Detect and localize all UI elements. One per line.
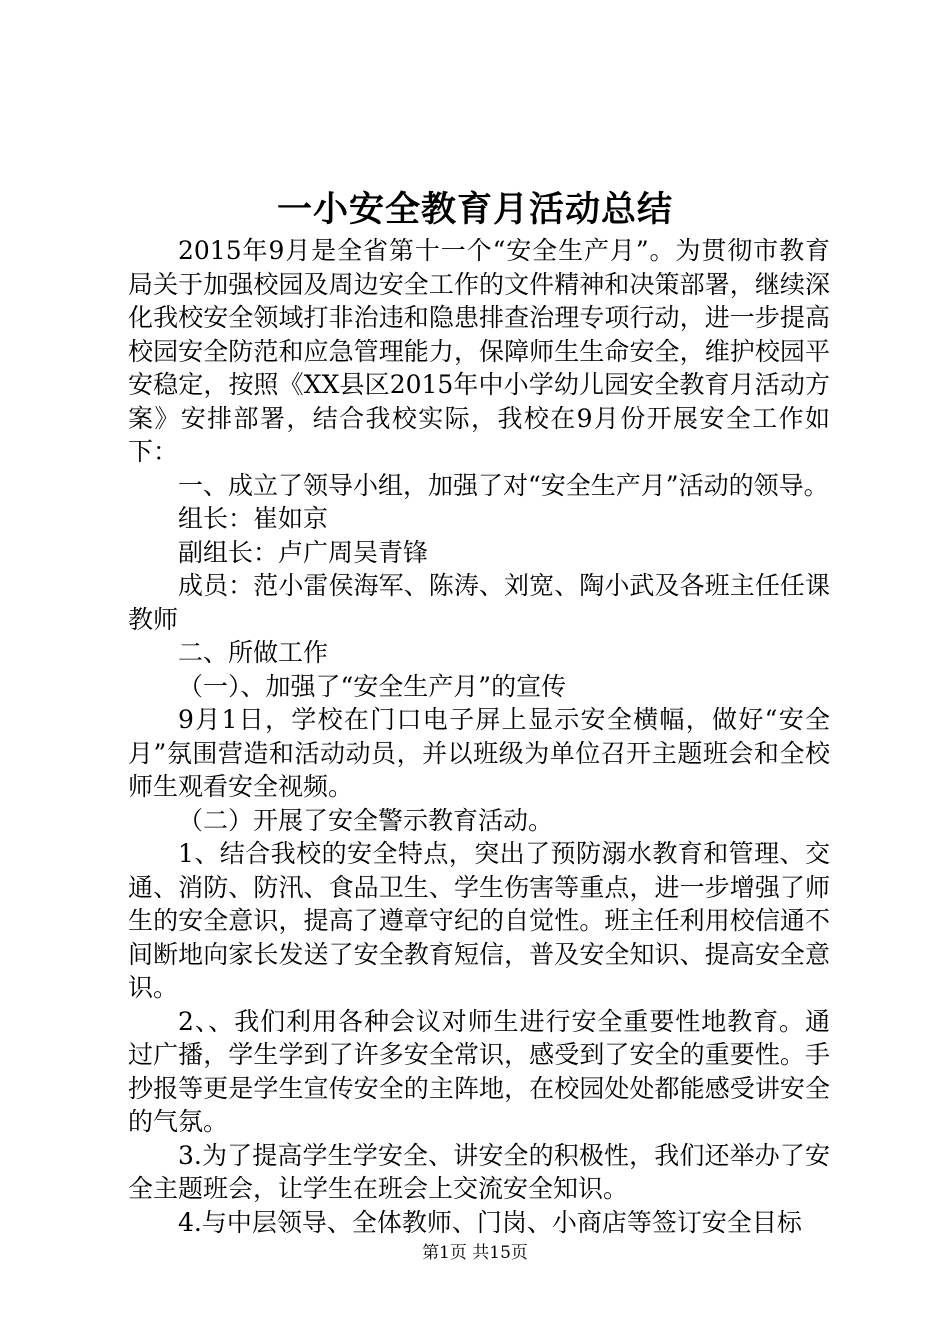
page-number-footer: 第1页 共15页 xyxy=(422,1243,528,1263)
paragraph-section-two: 二、所做工作 xyxy=(178,638,329,667)
paragraph-item-four: 4.与中层领导、全体教师、门岗、小商店等签订安全目标 xyxy=(178,1207,802,1237)
paragraph-members: 成员：范小雷侯海军、陈涛、刘宽、陶小武及各班主任任课教师 xyxy=(128,571,830,634)
paragraph-group-leader: 组长：崔如京 xyxy=(178,504,329,533)
paragraph-item-three: 3.为了提高学生学安全、讲安全的积极性，我们还举办了安全主题班会，让学生在班会上交流安全知识。 xyxy=(128,1140,830,1203)
document-body xyxy=(128,234,830,1239)
paragraph-subsection-one: （一）、加强了“安全生产月”的宣传 xyxy=(178,671,567,701)
document-title: 一小安全教育月活动总结 xyxy=(276,189,673,230)
paragraph-section-one: 一、成立了领导小组，加强了对“安全生产月”活动的领导。 xyxy=(178,470,829,500)
paragraph-intro: 2015年9月是全省第十一个“安全生产月”。为贯彻市教育局关于加强校园及周边安全工作的文件精神和决策部署，继续深化我校安全领域打非治违和隐患排查治理专项行动，进一步提高校园安全防范和应急管理能力，保障师生生命安全，维护校园平安稳定，按照《XX县区2015年中小学幼儿园安全教育月活动方案》安排部署，结合我校实际，我校在9月份开展安全工作如下： xyxy=(128,236,830,466)
paragraph-item-one: 1、结合我校的安全特点，突出了预防溺水教育和管理、交通、消防、防汛、食品卫生、学生伤害等重点，进一步增强了师生的安全意识，提高了遵章守纪的自觉性。班主任利用校信通不间断地向家长发送了安全教育短信，普及安全知识、提高安全意识。 xyxy=(128,839,830,1002)
paragraph-item-two: 2、、我们利用各种会议对师生进行安全重要性地教育。通过广播，学生学到了许多安全常识，感受到了安全的重要性。手抄报等更是学生宣传安全的主阵地，在校园处处都能感受讲安全的气氛。 xyxy=(128,1006,830,1136)
paragraph-sept-first: 9月1日，学校在门口电子屏上显示安全横幅，做好“安全月”氛围营造和活动动员，并以班级为单位召开主题班会和全校师生观看安全视频。 xyxy=(128,705,830,801)
paragraph-subsection-two: （二）开展了安全警示教育活动。 xyxy=(178,805,554,835)
paragraph-deputy-leader: 副组长：卢广周吴青锋 xyxy=(178,537,429,567)
